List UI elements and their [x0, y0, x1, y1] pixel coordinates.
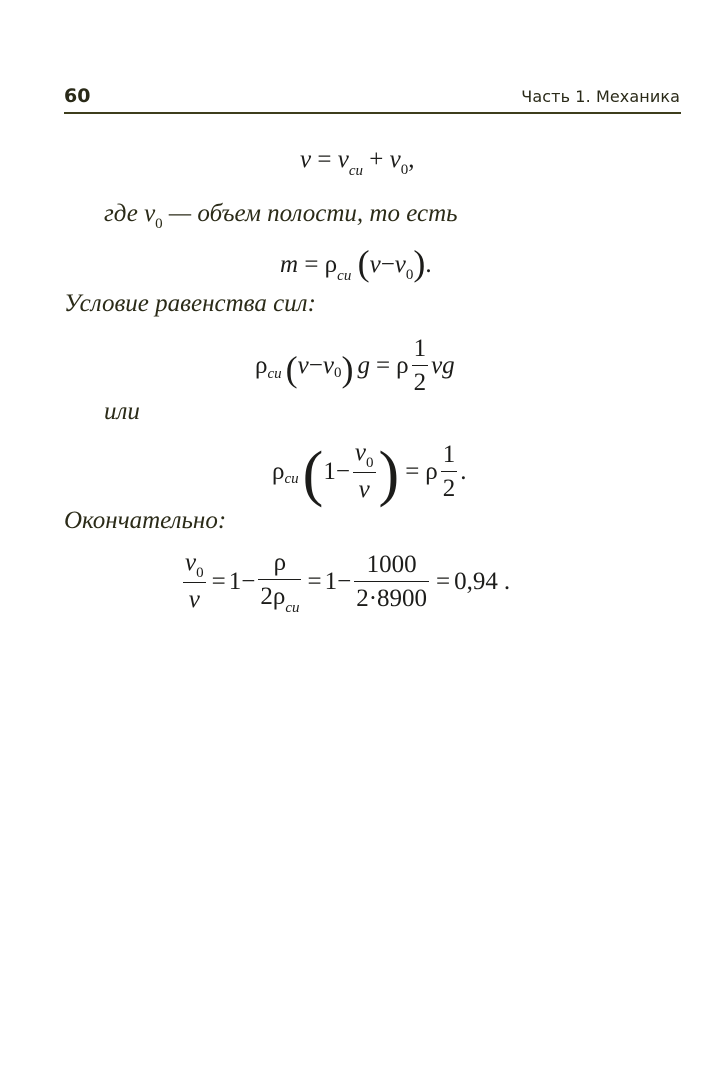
fraction-v0-over-v	[183, 548, 206, 615]
plus-sign: +	[369, 146, 384, 173]
period: .	[460, 457, 467, 485]
minus-sign: −	[380, 251, 395, 278]
var-vg: vg	[431, 352, 455, 379]
var-v: v	[300, 146, 312, 173]
denominator: 2ρ	[260, 583, 286, 610]
condition-heading: Условие равенства сил:	[64, 290, 316, 317]
var-g: g	[357, 352, 370, 379]
equation-force-balance	[255, 334, 455, 398]
page-number: 60	[64, 85, 91, 107]
where-tail: — объем полости, то есть	[168, 200, 458, 227]
subscript-zero: 0	[400, 162, 409, 178]
subscript-si: си	[267, 365, 282, 382]
equals-sign: =	[304, 251, 319, 278]
equals-sign: =	[307, 567, 322, 595]
number-one: 1	[323, 457, 336, 485]
right-paren: )	[413, 243, 426, 283]
left-paren: (	[302, 440, 324, 508]
var-v: v	[369, 251, 381, 278]
subscript-si: си	[337, 268, 352, 284]
page-header	[64, 83, 680, 113]
minus-sign: −	[308, 352, 323, 379]
subscript-si: си	[348, 163, 363, 179]
where-line	[104, 200, 458, 232]
denominator: 2	[412, 365, 429, 398]
numerator: 1	[413, 335, 427, 362]
comma: ,	[408, 146, 415, 173]
equals-sign: =	[211, 567, 226, 595]
var-rho: ρ	[396, 352, 409, 379]
fraction-one-half	[412, 334, 429, 398]
var-m: m	[280, 251, 299, 278]
equals-sign: =	[375, 352, 391, 379]
numerator: 1000	[366, 550, 417, 578]
var-v: v	[353, 472, 376, 505]
var-v: v	[389, 146, 401, 173]
var-rho: ρ	[255, 352, 268, 379]
minus-sign: −	[337, 567, 352, 595]
minus-sign: −	[241, 567, 256, 595]
var-v: v	[185, 549, 197, 576]
equation-mass	[280, 239, 432, 284]
denominator: 2·8900	[354, 581, 429, 614]
equals-sign: =	[436, 567, 451, 595]
equation-volume-sum	[300, 146, 415, 179]
left-paren: (	[285, 349, 298, 389]
or-word: или	[104, 398, 140, 425]
number-one: 1	[324, 567, 338, 595]
equation-simplified	[272, 436, 467, 507]
fraction-v0-over-v	[353, 438, 376, 505]
finally-heading: Окончательно:	[64, 507, 227, 534]
var-v: v	[354, 439, 367, 466]
denominator: 2	[441, 471, 458, 504]
period: .	[425, 251, 432, 278]
equation-result	[180, 548, 510, 615]
period: .	[503, 567, 511, 595]
subscript-zero: 0	[333, 364, 342, 381]
subscript-zero: 0	[366, 455, 374, 471]
var-v: v	[322, 352, 334, 379]
subscript-zero: 0	[196, 565, 204, 581]
running-title: Часть 1. Механика	[521, 87, 680, 106]
fraction-one-half	[441, 440, 458, 504]
result-value: 0,94	[454, 567, 498, 595]
subscript-zero: 0	[155, 216, 163, 232]
numerator: ρ	[273, 549, 287, 576]
fraction-rho-over-2rho	[258, 548, 301, 615]
subscript-zero: 0	[405, 267, 414, 283]
equals-sign: =	[405, 457, 420, 485]
fraction-densities	[354, 550, 429, 614]
right-paren: )	[341, 349, 354, 389]
var-v: v	[337, 146, 349, 173]
numerator: 1	[442, 440, 456, 468]
header-rule	[64, 112, 681, 114]
equals-sign: =	[317, 146, 332, 173]
var-rho: ρ	[272, 457, 285, 485]
var-v: v	[394, 251, 406, 278]
subscript-si: си	[285, 600, 300, 616]
var-rho: ρ	[324, 251, 338, 278]
var-v: v	[183, 582, 206, 615]
subscript-si: си	[284, 471, 299, 487]
minus-sign: −	[335, 457, 350, 485]
where-prefix: где	[104, 200, 138, 227]
left-paren: (	[357, 243, 370, 283]
var-v: v	[297, 352, 309, 379]
var-v: v	[144, 200, 156, 227]
right-paren: )	[378, 440, 400, 508]
number-one: 1	[228, 567, 242, 595]
var-rho: ρ	[425, 457, 438, 485]
